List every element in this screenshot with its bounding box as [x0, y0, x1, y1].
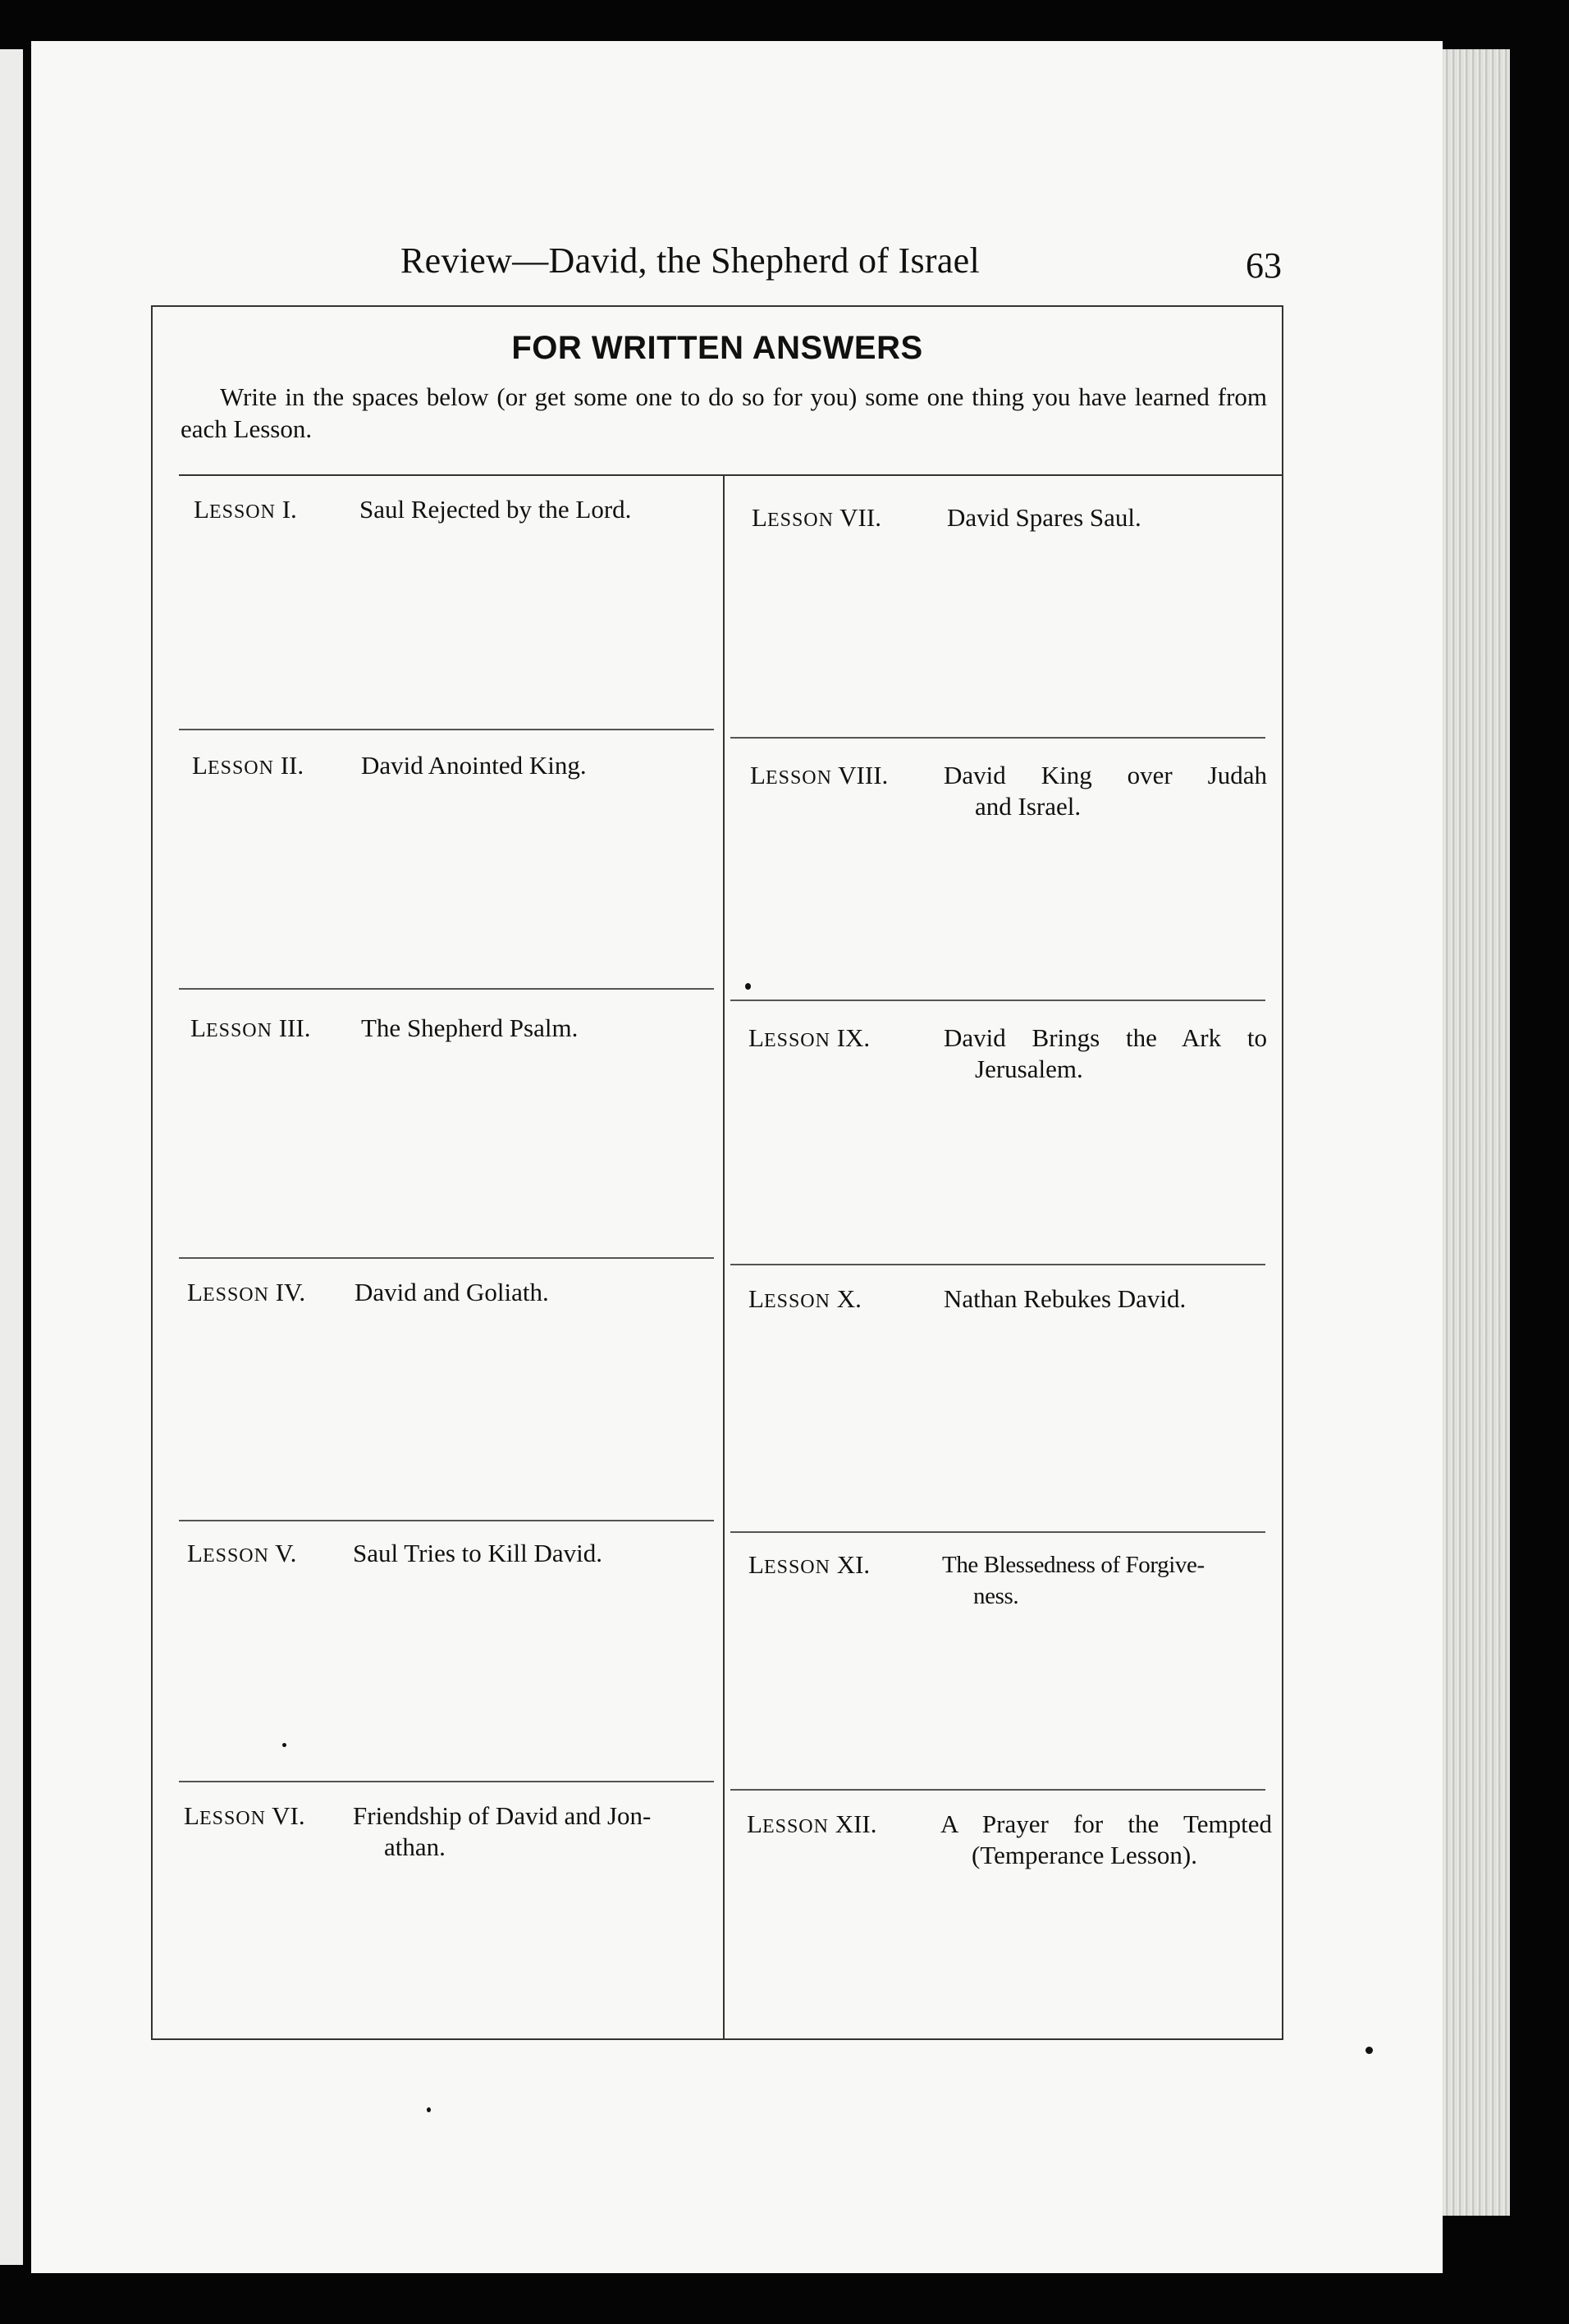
- lesson-label: LESSON I.: [194, 495, 297, 524]
- facing-page-edge: [0, 49, 23, 2265]
- lesson-label: LESSON VII.: [752, 503, 881, 532]
- written-answers-form: [151, 305, 1283, 2040]
- lesson-title: David Anointed King.: [361, 751, 587, 780]
- lesson-title: David Brings the Ark to Jerusalem.: [944, 1023, 1267, 1083]
- scan-speck: [745, 983, 751, 990]
- scan-speck: [282, 1743, 286, 1747]
- book-page-edges: [1443, 49, 1510, 2216]
- lesson-label: LESSON IV.: [187, 1278, 306, 1306]
- page-number: 63: [1246, 245, 1282, 286]
- row-rule: [179, 729, 714, 730]
- lesson-title: Saul Tries to Kill David.: [353, 1539, 603, 1567]
- scan-speck: [1365, 2047, 1373, 2054]
- lesson-label: LESSON II.: [192, 751, 304, 780]
- form-title: FOR WRITTEN ANSWERS: [511, 330, 923, 366]
- lesson-title: Nathan Rebukes David.: [944, 1284, 1187, 1313]
- lesson-title: Friendship of David and Jon- athan.: [353, 1801, 652, 1861]
- row-rule: [179, 988, 714, 990]
- lesson-label: LESSON X.: [748, 1284, 862, 1313]
- running-head: Review—David, the Shepherd of Israel: [400, 240, 981, 281]
- lesson-title: A Prayer for the Tempted (Temperance Lesson).: [940, 1809, 1272, 1869]
- lesson-label: LESSON VI.: [184, 1801, 305, 1830]
- row-rule: [730, 737, 1265, 739]
- row-rule: [730, 1789, 1265, 1791]
- lesson-label: LESSON III.: [190, 1013, 311, 1042]
- row-rule: [730, 1000, 1265, 1001]
- lesson-label: LESSON V.: [187, 1539, 297, 1567]
- scan-speck: [427, 2107, 431, 2112]
- column-divider: [723, 474, 725, 2038]
- form-instructions: Write in the spaces below (or get some one to do so for you) some one thing you have learned from each Lesson.: [181, 382, 1267, 443]
- lesson-title: David Spares Saul.: [947, 503, 1141, 532]
- lesson-title: David King over Judah and Israel.: [944, 761, 1267, 821]
- lesson-title: Saul Rejected by the Lord.: [359, 495, 632, 524]
- row-rule: [179, 1520, 714, 1521]
- row-rule: [730, 1531, 1265, 1533]
- row-rule: [179, 1781, 714, 1782]
- header-divider: [179, 474, 1282, 476]
- lesson-label: LESSON VIII.: [750, 761, 889, 789]
- lesson-label: LESSON IX.: [748, 1023, 871, 1052]
- lesson-label: LESSON XII.: [747, 1809, 877, 1838]
- row-rule: [730, 1264, 1265, 1265]
- lesson-title: The Shepherd Psalm.: [361, 1013, 579, 1042]
- lesson-title: The Blessedness of Forgive- ness.: [942, 1552, 1205, 1609]
- row-rule: [179, 1257, 714, 1259]
- lesson-label: LESSON XI.: [748, 1550, 871, 1579]
- lesson-title: David and Goliath.: [355, 1278, 549, 1306]
